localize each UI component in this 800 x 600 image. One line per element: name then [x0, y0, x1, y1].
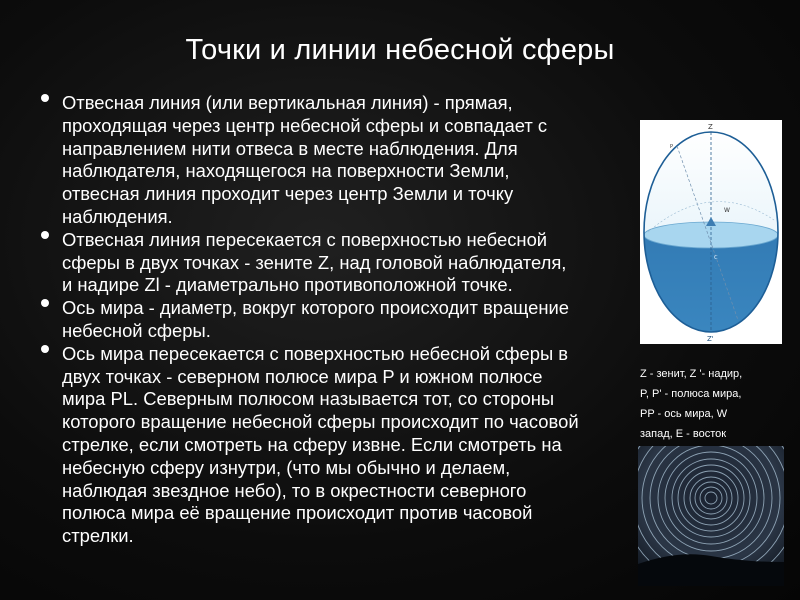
west-label: W: [724, 207, 730, 214]
diagram-caption: [640, 364, 800, 444]
celestial-sphere-svg: [640, 120, 782, 344]
caption-line: запад, Е - восток: [640, 428, 727, 440]
bullet-item: [20, 92, 630, 229]
bullet-line: проходящая через центр небесной сферы и совпадает с: [62, 114, 548, 136]
star-trails-photo: [638, 446, 784, 586]
bullet-line: мира PL. Северным полюсом называется тот, со стороны: [62, 388, 555, 410]
celestial-sphere-diagram: [640, 120, 782, 344]
bullet-icon: [41, 299, 49, 307]
bullet-line: отвесная линия проходит через центр Земли и точку: [62, 183, 514, 205]
nadir-label: Z': [707, 335, 714, 343]
bullet-line: двух точках - северном полюсе мира P и южном полюсе: [62, 365, 543, 387]
bullet-line: и надире Zl - диаметрально противоположной точке.: [62, 274, 513, 296]
bullet-line: сферы в двух точках - зените Z, над головой наблюдателя,: [62, 251, 567, 273]
bullet-line: полюса мира её вращение происходит против часовой: [62, 502, 533, 524]
bullet-item: [20, 343, 630, 548]
bullet-line: наблюдателя, находящегося на поверхности Земли,: [62, 160, 510, 182]
bullet-line: наблюдения.: [62, 205, 173, 227]
bullet-icon: [41, 94, 49, 102]
slide-title: Точки и линии небесной сферы: [185, 34, 615, 66]
bullet-line: небесную сферу изнутри, (что мы обычно и делаем,: [62, 456, 511, 478]
bullet-item: [20, 229, 630, 297]
bullet-line: наблюдая звездное небо), то в окрестности северного: [62, 479, 527, 501]
caption-line: Z - зенит, Z '- надир,: [640, 368, 743, 380]
small-label: C: [714, 255, 718, 261]
zenith-label: Z: [708, 123, 713, 131]
bullet-line: Отвесная линия (или вертикальная линия) - прямая,: [62, 92, 513, 113]
bullet-icon: [41, 231, 49, 239]
bullet-line: небесной сферы.: [62, 319, 211, 341]
bullet-line: стрелки.: [62, 525, 134, 547]
bullet-list: [20, 92, 630, 548]
bullet-line: Отвесная линия пересекается с поверхностью небесной: [62, 228, 548, 250]
bullet-line: Ось мира - диаметр, вокруг которого происходит вращение: [62, 297, 570, 319]
bullet-line: направлением нити отвеса в месте наблюдения. Для: [62, 137, 518, 159]
caption-line: PP - ось мира, W: [640, 408, 728, 420]
bullet-icon: [41, 345, 49, 353]
star-trails-image: [638, 446, 784, 586]
bullet-line: стрелке, если смотреть на сферу извне. Если смотреть на: [62, 433, 562, 455]
bullet-item: [20, 297, 630, 343]
pole-label: P: [670, 144, 674, 150]
bullet-line: Ось мира пересекается с поверхностью небесной сферы в: [62, 342, 569, 364]
caption-line: P, P' - полюса мира,: [640, 388, 742, 400]
bullet-line: которого вращение небесной сферы происходит по часовой: [62, 411, 579, 433]
